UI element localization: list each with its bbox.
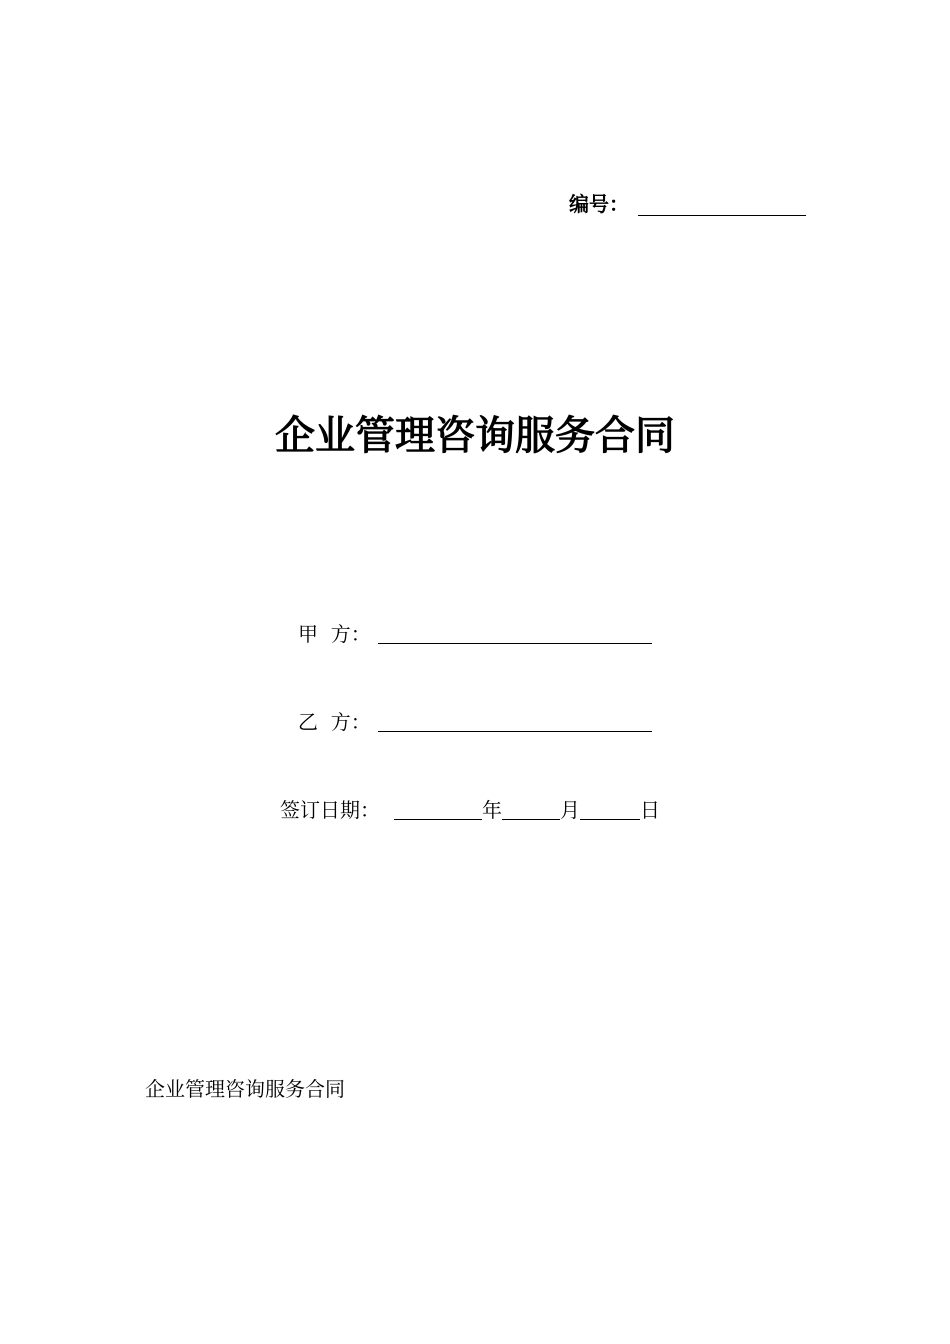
year-blank [394, 799, 482, 820]
month-label: 月 [560, 798, 580, 822]
year-label: 年 [482, 798, 502, 822]
party-a-label: 甲 方： [298, 622, 371, 646]
party-a-blank [378, 643, 652, 644]
document-title: 企业管理咨询服务合同 [275, 413, 675, 459]
day-label: 日 [640, 798, 660, 822]
party-b-blank [378, 731, 652, 732]
serial-number-blank [638, 215, 806, 216]
party-b-label: 乙 方： [298, 710, 371, 734]
day-blank [580, 799, 640, 820]
footer-title: 企业管理咨询服务合同 [145, 1077, 345, 1101]
signing-date-row [280, 796, 660, 824]
month-blank [502, 799, 560, 820]
serial-number-label: 编号： [569, 192, 629, 216]
signing-date-label: 签订日期： [280, 798, 380, 822]
